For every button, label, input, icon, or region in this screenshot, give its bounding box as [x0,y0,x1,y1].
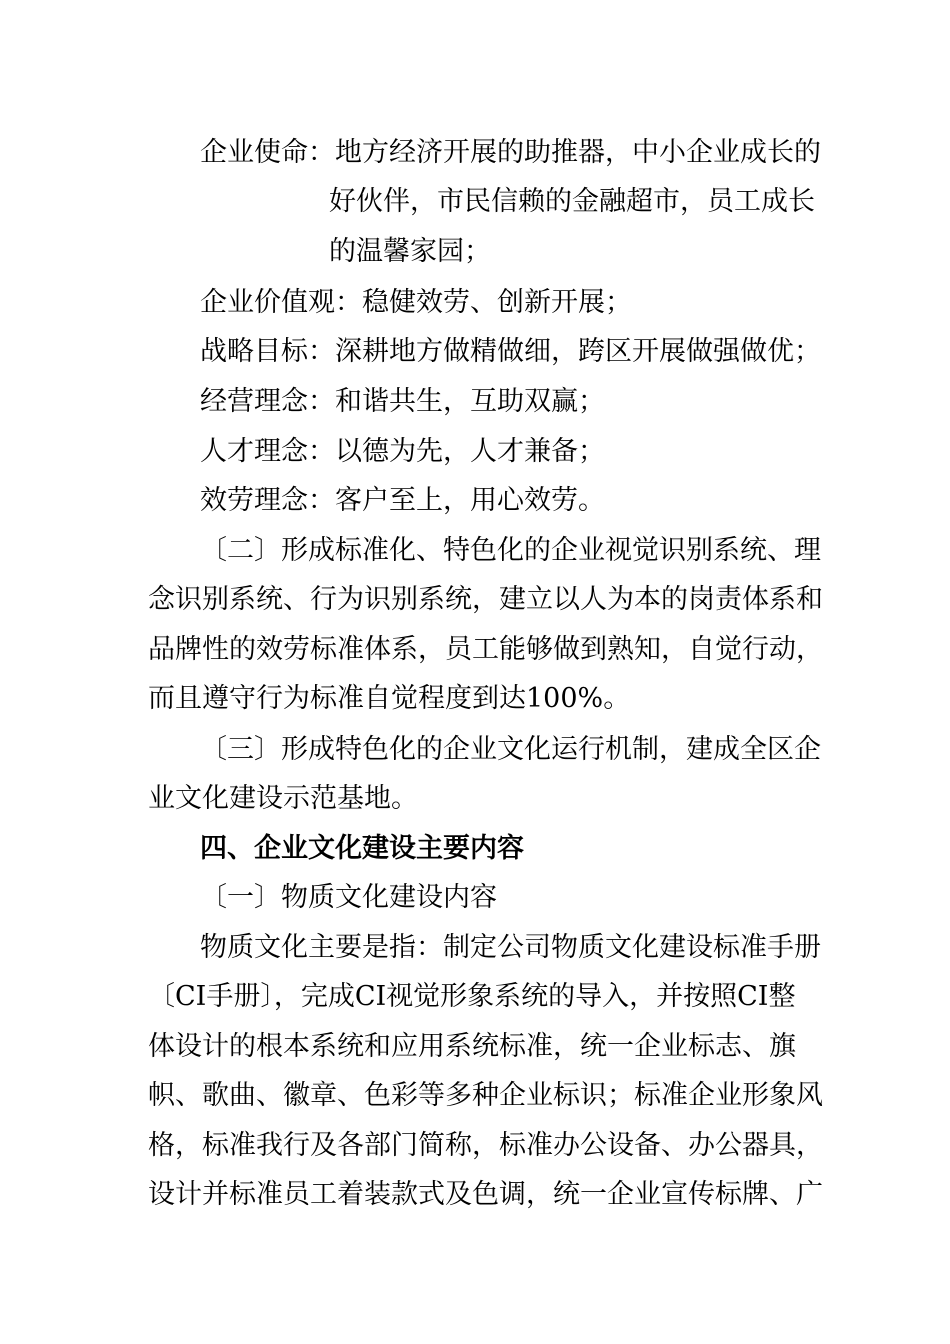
talent-philosophy-line: 人才理念：以德为先，人才兼备； [200,436,605,467]
service-philosophy-line: 效劳理念：客户至上，用心效劳。 [200,485,605,516]
section-2-line-4: 而且遵守行为标准自觉程度到达100%。 [148,683,631,714]
material-culture-line-2: 〔CI手册〕，完成CI视觉形象系统的导入，并按照CI整 [148,981,796,1012]
section-2-line-1: 〔二〕形成标准化、特色化的企业视觉识别系统、理 [200,535,821,566]
material-culture-line-1: 物质文化主要是指：制定公司物质文化建设标准手册 [200,932,821,963]
mission-line-3: 的温馨家园； [329,236,491,267]
business-philosophy-line: 经营理念：和谐共生，互助双赢； [200,386,605,417]
values-line: 企业价值观：稳健效劳、创新开展； [200,287,632,318]
strategy-line: 战略目标：深耕地方做精做细，跨区开展做强做优； [200,336,821,367]
section-3-line-2: 业文化建设示范基地。 [148,783,418,814]
material-culture-line-6: 设计并标准员工着装款式及色调，统一企业宣传标牌、广 [148,1179,823,1210]
section-2-line-3: 品牌性的效劳标准体系，员工能够做到熟知，自觉行动， [148,634,823,665]
section-3-line-1: 〔三〕形成特色化的企业文化运行机制，建成全区企 [200,734,821,765]
material-culture-line-5: 格，标准我行及各部门简称，标准办公设备、办公器具， [148,1130,823,1161]
material-culture-line-4: 帜、歌曲、徽章、色彩等多种企业标识；标准企业形象风 [148,1080,823,1111]
mission-line-2: 好伙伴，市民信赖的金融超市，员工成长 [329,186,815,217]
section-2-line-2: 念识别系统、行为识别系统，建立以人为本的岗责体系和 [148,584,823,615]
heading-4: 四、企业文化建设主要内容 [200,833,524,864]
subheading-1: 〔一〕物质文化建设内容 [200,882,497,913]
material-culture-line-3: 体设计的根本系统和应用系统标准，统一企业标志、旗 [148,1031,796,1062]
mission-line-1: 企业使命：地方经济开展的助推器，中小企业成长的 [200,137,821,168]
